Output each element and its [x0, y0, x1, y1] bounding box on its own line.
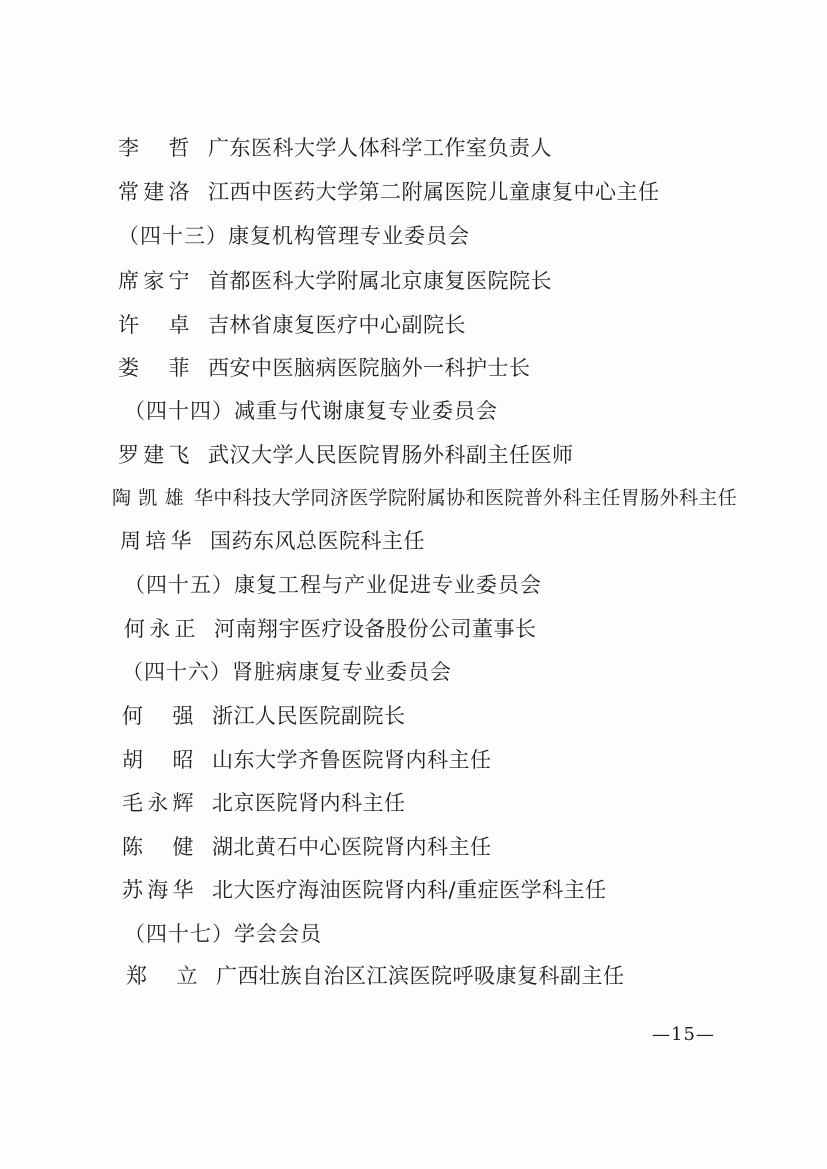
member-name: 何永正 — [124, 617, 196, 641]
member-description: 北大医疗海油医院肾内科/重症医学科主任 — [212, 878, 607, 902]
member-name: 许 卓 — [118, 313, 190, 337]
member-description: 吉林省康复医疗中心副院长 — [208, 313, 466, 337]
member-name: 娄 菲 — [118, 356, 190, 380]
member-row — [118, 441, 574, 469]
member-name: 胡 昭 — [122, 748, 194, 772]
member-description: 首都医科大学附属北京康复医院院长 — [208, 269, 552, 293]
section-heading: （四十四）减重与代谢康复专业委员会 — [124, 399, 498, 423]
member-name: 毛永辉 — [122, 791, 194, 815]
member-row — [112, 484, 737, 512]
page-number: —15— — [652, 1024, 715, 1045]
member-row — [118, 267, 552, 295]
member-name: 苏海华 — [122, 878, 194, 902]
member-row — [118, 354, 531, 382]
member-description: 国药东风总医院科主任 — [210, 529, 425, 553]
member-description: 华中科技大学同济医学院附属协和医院普外科主任胃肠外科主任 — [194, 487, 738, 509]
member-row — [124, 615, 537, 643]
member-row — [122, 876, 607, 904]
member-description: 江西中医药大学第二附属医院儿童康复中心主任 — [208, 180, 660, 204]
member-row — [122, 833, 492, 861]
section-heading: （四十五）康复工程与产业促进专业委员会 — [124, 573, 542, 597]
section-heading: （四十七）学会会员 — [124, 922, 322, 946]
member-row — [118, 311, 466, 339]
member-name: 周培华 — [120, 529, 192, 553]
member-description: 武汉大学人民医院胃肠外科副主任医师 — [208, 443, 574, 467]
member-name: 陈 健 — [122, 835, 194, 859]
member-description: 北京医院肾内科主任 — [212, 791, 406, 815]
member-row — [126, 962, 625, 990]
member-row — [118, 134, 552, 162]
member-name: 常建洛 — [118, 180, 190, 204]
member-name: 席家宁 — [118, 269, 190, 293]
member-name: 罗建飞 — [118, 443, 190, 467]
section-heading: （四十六）肾脏病康复专业委员会 — [122, 660, 452, 684]
section-heading: （四十三）康复机构管理专业委员会 — [118, 224, 470, 248]
member-row — [122, 746, 492, 774]
member-description: 广东医科大学人体科学工作室负责人 — [208, 136, 552, 160]
member-name: 李 哲 — [118, 136, 190, 160]
member-description: 湖北黄石中心医院肾内科主任 — [212, 835, 492, 859]
member-row — [120, 527, 425, 555]
member-row — [122, 789, 406, 817]
member-description: 广西壮族自治区江滨医院呼吸康复科副主任 — [216, 964, 625, 988]
member-name: 何 强 — [122, 704, 194, 728]
member-name: 郑 立 — [126, 964, 198, 988]
member-description: 西安中医脑病医院脑外一科护士长 — [208, 356, 531, 380]
member-description: 山东大学齐鲁医院肾内科主任 — [212, 748, 492, 772]
member-description: 河南翔宇医疗设备股份公司董事长 — [214, 617, 537, 641]
member-description: 浙江人民医院副院长 — [212, 704, 406, 728]
member-row — [122, 702, 406, 730]
member-name: 陶凯雄 — [112, 487, 184, 509]
member-row — [118, 178, 660, 206]
